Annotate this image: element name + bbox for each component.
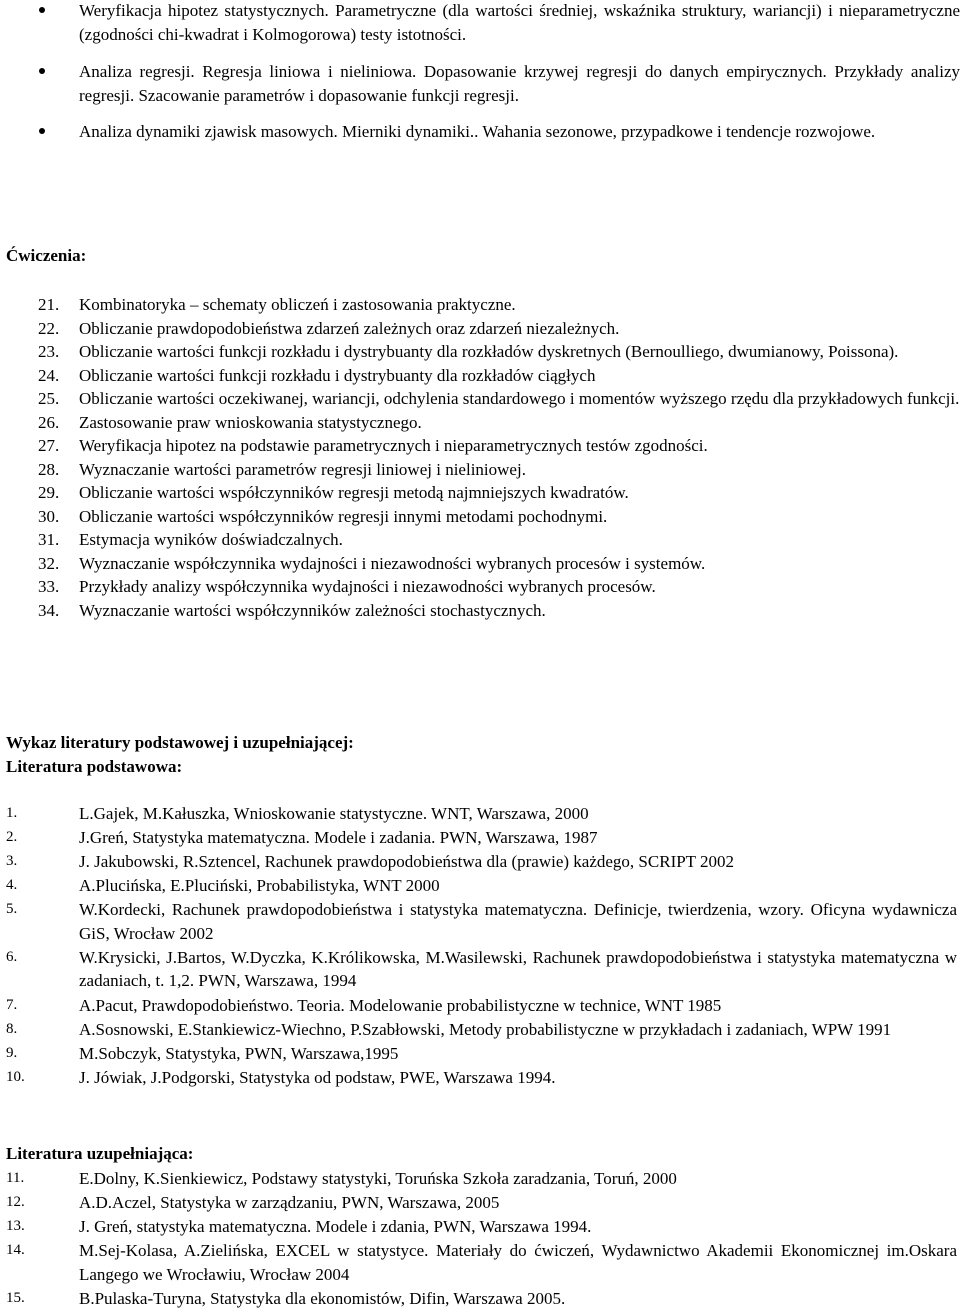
item-number: 5.: [6, 901, 18, 918]
item-text: Obliczanie wartości współczynników regresji innymi metodami pochodnymi.: [79, 506, 608, 526]
item-number: 13.: [6, 1218, 25, 1235]
list-item: [0, 340, 960, 364]
list-item: [0, 826, 957, 850]
list-item: [0, 994, 957, 1018]
item-number: 8.: [6, 1020, 18, 1037]
item-number: 22.: [38, 318, 60, 338]
item-text: B.Pulaska-Turyna, Statystyka dla ekonomistów, Difin, Warszawa 2005.: [79, 1288, 566, 1308]
item-text: A.Plucińska, E.Pluciński, Probabilistyka, WNT 2000: [79, 876, 440, 896]
item-text: W.Krysicki, J.Bartos, W.Dyczka, K.Królikowska, M.Wasilewski, Rachunek prawdopodobieństwa i statystyka matematyczna w zadaniach, t. 1,2. PWN, Warszawa, 1994: [79, 947, 957, 991]
list-item: [0, 599, 960, 623]
item-text: L.Gajek, M.Kałuszka, Wnioskowanie statystyczne. WNT, Warszawa, 2000: [79, 804, 589, 823]
item-number: 9.: [6, 1044, 18, 1061]
item-text: Kombinatoryka – schematy obliczeń i zastosowania praktyczne.: [79, 295, 516, 314]
bullet-text: Weryfikacja hipotez statystycznych. Parametryczne (dla wartości średniej, wskaźnika struktury, wariancji) i nieparametryczne (zgodności chi-kwadrat i Kolmogorowa) testy istotności.: [79, 1, 960, 44]
list-item: [0, 481, 960, 505]
list-item: [0, 874, 957, 898]
list-item: [0, 528, 960, 552]
item-number: 11.: [6, 1170, 25, 1186]
list-item: [0, 364, 960, 388]
supplementary-literature-heading: Literatura uzupełniająca:: [6, 1144, 194, 1163]
item-text: Obliczanie wartości oczekiwanej, wariancji, odchylenia standardowego i momentów wyższego rzędu dla przykładowych funkcji.: [79, 389, 960, 408]
item-text: Wyznaczanie wartości parametrów regresji liniowej i nieliniowej.: [79, 459, 526, 479]
item-text: A.D.Aczel, Statystyka w zarządzaniu, PWN, Warszawa, 2005: [79, 1193, 500, 1213]
list-item: [0, 1287, 957, 1311]
item-number: 30.: [38, 506, 60, 526]
list-item: [0, 411, 960, 435]
bullet-text: Analiza dynamiki zjawisk masowych. Mierniki dynamiki.. Wahania sezonowe, przypadkowe i tendencje rozwojowe.: [79, 122, 876, 141]
item-number: 27.: [38, 436, 60, 455]
list-item: [0, 1215, 957, 1239]
exercises-heading: Ćwiczenia:: [6, 246, 87, 265]
exercises-list: [0, 293, 960, 622]
bullet-item: [0, 0, 960, 46]
item-number: 4.: [6, 877, 18, 894]
list-item: [0, 505, 960, 529]
list-item: [0, 1018, 957, 1042]
item-text: Przykłady analizy współczynnika wydajności i niezawodności wybranych procesów.: [79, 577, 656, 596]
item-number: 21.: [38, 295, 60, 314]
list-item: [0, 458, 960, 482]
item-number: 26.: [38, 412, 60, 432]
item-text: E.Dolny, K.Sienkiewicz, Podstawy statystyki, Toruńska Szkoła zaradzania, Toruń, 2000: [79, 1169, 677, 1188]
item-text: Obliczanie prawdopodobieństwa zdarzeń zależnych oraz zdarzeń niezależnych.: [79, 318, 620, 338]
list-item: [0, 850, 957, 874]
list-item: [0, 575, 960, 599]
item-text: Obliczanie wartości funkcji rozkładu i dystrybuanty dla rozkładów ciągłych: [79, 365, 596, 385]
item-text: J. Jówiak, J.Podgorski, Statystyka od podstaw, PWE, Warszawa 1994.: [79, 1067, 556, 1087]
item-number: 12.: [6, 1194, 25, 1211]
basic-literature-list: [0, 802, 960, 1090]
item-text: A.Sosnowski, E.Stankiewicz-Wiechno, P.Szabłowski, Metody probabilistyczne w przykładach i zadaniach, WPW 1991: [79, 1019, 892, 1039]
item-text: Estymacja wyników doświadczalnych.: [79, 530, 343, 549]
list-item: [0, 317, 960, 341]
item-text: M.Sobczyk, Statystyka, PWN, Warszawa,1995: [79, 1043, 399, 1063]
item-number: 32.: [38, 553, 60, 573]
bullet-dot-icon: [39, 7, 45, 13]
item-text: J. Jakubowski, R.Sztencel, Rachunek prawdopodobieństwa dla (prawie) każdego, SCRIPT 2002: [79, 852, 735, 872]
item-text: J.Greń, Statystyka matematyczna. Modele i zadania. PWN, Warszawa, 1987: [79, 828, 598, 848]
item-number: 25.: [38, 389, 60, 408]
list-item: [0, 387, 960, 411]
bullet-item: [0, 120, 960, 144]
item-text: Wyznaczanie współczynnika wydajności i niezawodności wybranych procesów i systemów.: [79, 553, 706, 573]
supplementary-literature-list: [0, 1167, 960, 1311]
list-item: [0, 898, 957, 945]
list-item: [0, 1042, 957, 1066]
item-number: 24.: [38, 365, 60, 385]
item-number: 7.: [6, 996, 18, 1013]
item-number: 14.: [6, 1242, 25, 1259]
item-number: 23.: [38, 342, 60, 361]
list-item: [0, 434, 960, 458]
item-number: 1.: [6, 805, 18, 821]
topic-bullet-list: [0, 0, 960, 151]
list-item: [0, 1167, 957, 1191]
literature-heading: Wykaz literatury podstawowej i uzupełniającej:: [6, 733, 354, 752]
item-number: 31.: [38, 530, 60, 549]
item-text: Zastosowanie praw wnioskowania statystycznego.: [79, 412, 422, 432]
item-number: 15.: [6, 1289, 25, 1306]
list-item: [0, 802, 957, 826]
item-number: 28.: [38, 459, 60, 479]
item-text: M.Sej-Kolasa, A.Zielińska, EXCEL w statystyce. Materiały do ćwiczeń, Wydawnictwo Akademii Ekonomicznej im.Oskara Langego we Wrocławiu, Wrocław 2004: [79, 1241, 957, 1284]
item-text: Weryfikacja hipotez na podstawie parametrycznych i nieparametrycznych testów zgodności.: [79, 436, 708, 455]
item-number: 10.: [6, 1068, 25, 1085]
bullet-item: [0, 60, 960, 107]
item-number: 6.: [6, 948, 18, 965]
bullet-dot-icon: [39, 128, 45, 134]
item-text: Obliczanie wartości funkcji rozkładu i dystrybuanty dla rozkładów dyskretnych (Bernoulliego, dwumianowy, Poissona).: [79, 342, 899, 361]
item-text: Obliczanie wartości współczynników regresji metodą najmniejszych kwadratów.: [79, 483, 629, 502]
list-item: [0, 946, 957, 993]
item-text: W.Kordecki, Rachunek prawdopodobieństwa i statystyka matematyczna. Definicje, twierdzenia, wzory. Oficyna wydawnicza GiS, Wrocław 2002: [79, 900, 957, 943]
list-item: [0, 1066, 957, 1090]
basic-literature-heading: Literatura podstawowa:: [6, 757, 183, 776]
list-item: [0, 1191, 957, 1215]
bullet-dot-icon: [39, 68, 45, 74]
list-item: [0, 552, 960, 576]
list-item: [0, 1239, 957, 1286]
bullet-text: Analiza regresji. Regresja liniowa i nieliniowa. Dopasowanie krzywej regresji do danych empirycznych. Przykłady analizy regresji. Szacowanie parametrów i dopasowanie funkcji regresji.: [79, 62, 960, 105]
item-text: Wyznaczanie wartości współczynników zależności stochastycznych.: [79, 600, 546, 620]
item-number: 2.: [6, 829, 18, 846]
item-number: 33.: [38, 577, 60, 596]
list-item: [0, 293, 960, 317]
item-number: 3.: [6, 853, 18, 870]
item-text: J. Greń, statystyka matematyczna. Modele i zdania, PWN, Warszawa 1994.: [79, 1217, 592, 1237]
item-text: A.Pacut, Prawdopodobieństwo. Teoria. Modelowanie probabilistyczne w technice, WNT 1985: [79, 995, 722, 1015]
item-number: 29.: [38, 483, 60, 502]
item-number: 34.: [38, 600, 60, 620]
